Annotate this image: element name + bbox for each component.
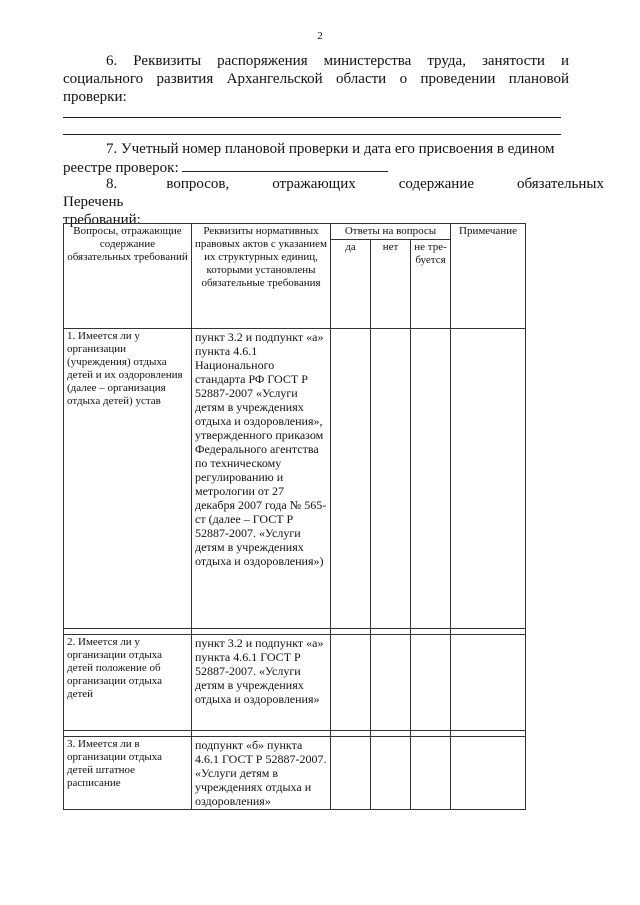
header-note: Примечание — [451, 224, 526, 329]
section-8-line-2: требований: — [63, 212, 141, 228]
table-row — [64, 635, 526, 731]
section-8-paragraph — [63, 175, 604, 229]
blank-line-1 — [63, 117, 561, 118]
header-requisites: Реквизиты нормативных правовых актов с указанием их структурных единиц, которыми установлены обязательные требования — [192, 224, 331, 329]
section-8-word: 8. Перечень — [63, 176, 124, 210]
answer-no-cell[interactable] — [371, 635, 411, 731]
answer-no-cell[interactable] — [371, 329, 411, 629]
table-row — [64, 737, 526, 810]
section-7-paragraph — [63, 140, 569, 177]
answer-not-required-cell[interactable] — [411, 329, 451, 629]
section-6-paragraph: 6. Реквизиты распоряжения министерства труда, занятости и социального развития Архангельской области о проведении плановой проверки: — [63, 53, 569, 105]
requisite-cell: пункт 3.2 и подпункт «а» пункта 4.6.1 Национального стандарта РФ ГОСТ Р 52887-2007 «Услуги детям в учреждениях отдыха и оздоровления», утвержденного приказом Федерального агентства по техническому регулированию и метрологии от 27 декабря 2007 года № 565-ст (далее – ГОСТ Р 52887-2007. «Услуги детям в учреждениях отдыха и оздоровления») — [192, 329, 331, 629]
answer-not-required-cell[interactable] — [411, 635, 451, 731]
requisite-cell: подпункт «б» пункта 4.6.1 ГОСТ Р 52887-2007. «Услуги детям в учреждениях отдыха и оздоровления» — [192, 737, 331, 810]
question-cell: 2. Имеется ли у организации отдыха детей положение об организации отдыха детей — [64, 635, 192, 731]
section-8-word: содержание — [398, 176, 474, 192]
header-yes: да — [331, 240, 371, 329]
note-cell[interactable] — [451, 635, 526, 731]
question-cell: 3. Имеется ли в организации отдыха детей штатное расписание — [64, 737, 192, 810]
note-cell[interactable] — [451, 737, 526, 810]
registry-number-blank — [182, 158, 388, 172]
table-row — [64, 329, 526, 629]
header-not-required: не тре-буется — [411, 240, 451, 329]
requirements-table — [63, 223, 526, 810]
requisite-cell: пункт 3.2 и подпункт «а» пункта 4.6.1 ГОСТ Р 52887-2007. «Услуги детям в учреждениях отдыха и оздоровления» — [192, 635, 331, 731]
header-questions: Вопросы, отражающие содержание обязательных требований — [64, 224, 192, 329]
answer-yes-cell[interactable] — [331, 737, 371, 810]
section-8-word: обязательных — [517, 176, 604, 192]
question-cell: 1. Имеется ли у организации (учреждения) отдыха детей и их оздоровления (далее – организация отдыха детей) устав — [64, 329, 192, 629]
answer-yes-cell[interactable] — [331, 329, 371, 629]
section-7-text: 7. Учетный номер плановой проверки и дата его присвоения в едином реестре проверок: — [63, 141, 555, 176]
page-number: 2 — [317, 30, 323, 42]
section-8-word: вопросов, — [166, 176, 230, 192]
answer-no-cell[interactable] — [371, 737, 411, 810]
answer-not-required-cell[interactable] — [411, 737, 451, 810]
section-8-line-1 — [63, 175, 604, 211]
section-8-word: отражающих — [272, 176, 356, 192]
blank-line-2 — [63, 134, 561, 135]
header-no: нет — [371, 240, 411, 329]
answer-yes-cell[interactable] — [331, 635, 371, 731]
header-answers: Ответы на вопросы — [331, 224, 451, 240]
note-cell[interactable] — [451, 329, 526, 629]
